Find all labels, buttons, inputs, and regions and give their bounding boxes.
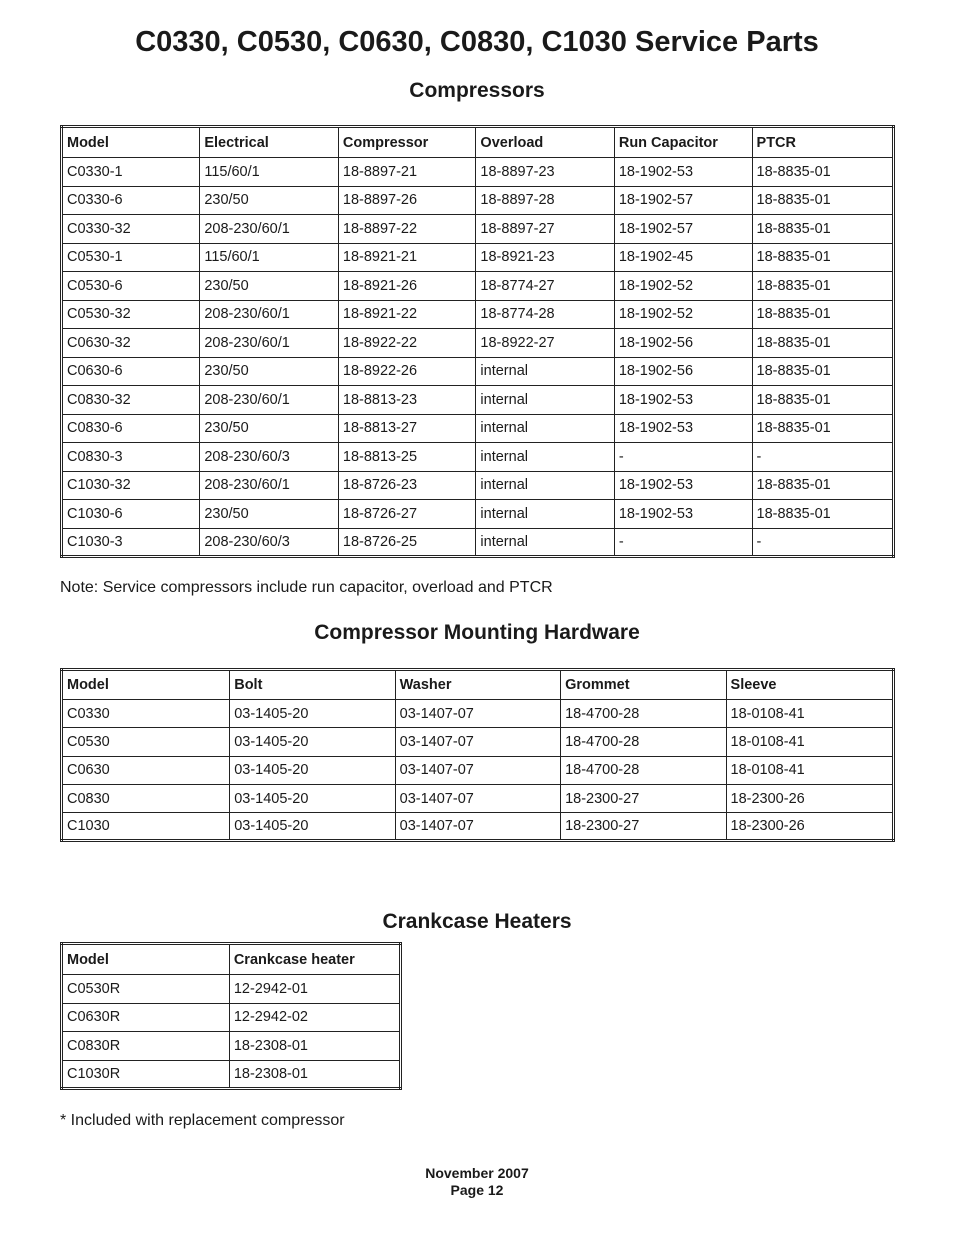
table-row xyxy=(62,243,894,272)
table-row xyxy=(62,414,894,443)
table-cell: C0630-32 xyxy=(62,329,200,358)
table-cell: 18-8835-01 xyxy=(752,386,893,415)
table-cell: 230/50 xyxy=(200,500,339,529)
table-cell: 208-230/60/1 xyxy=(200,215,339,244)
column-header: Sleeve xyxy=(726,670,893,700)
table-cell: 18-8897-26 xyxy=(338,186,476,215)
table-cell: C1030-32 xyxy=(62,471,200,500)
table-cell: 230/50 xyxy=(200,186,339,215)
table-cell: 18-8774-28 xyxy=(476,300,614,329)
table-row xyxy=(62,500,894,529)
table-cell: 03-1407-07 xyxy=(395,784,560,812)
page-title: C0330, C0530, C0630, C0830, C1030 Service Parts xyxy=(135,26,819,58)
table-cell: 18-2308-01 xyxy=(229,1060,400,1089)
table-cell: 18-8774-27 xyxy=(476,272,614,301)
table-cell: internal xyxy=(476,357,614,386)
table-cell: 18-1902-53 xyxy=(614,500,752,529)
table-cell: 18-8921-23 xyxy=(476,243,614,272)
table-cell: 18-8921-21 xyxy=(338,243,476,272)
table-cell: 208-230/60/3 xyxy=(200,528,339,557)
table-cell: 03-1405-20 xyxy=(230,700,395,728)
table-row xyxy=(62,471,894,500)
table-cell: 115/60/1 xyxy=(200,243,339,272)
table-row xyxy=(62,1060,401,1089)
table-cell: C1030R xyxy=(62,1060,230,1089)
table-cell: 03-1405-20 xyxy=(230,728,395,756)
table-row xyxy=(62,300,894,329)
column-header: Compressor xyxy=(338,127,476,158)
table-row xyxy=(62,386,894,415)
table-cell: 18-8835-01 xyxy=(752,329,893,358)
table-row xyxy=(62,975,401,1004)
table-cell: 18-2300-26 xyxy=(726,784,893,812)
table-cell: 18-1902-53 xyxy=(614,414,752,443)
column-header: Grommet xyxy=(561,670,726,700)
table-row xyxy=(62,700,894,728)
table-cell: C0330-6 xyxy=(62,186,200,215)
table-cell: 18-0108-41 xyxy=(726,756,893,784)
column-header: PTCR xyxy=(752,127,893,158)
table-cell: 18-1902-45 xyxy=(614,243,752,272)
table-cell: 18-8813-27 xyxy=(338,414,476,443)
table-cell: internal xyxy=(476,386,614,415)
table-cell: C1030-3 xyxy=(62,528,200,557)
table-cell: C0530-6 xyxy=(62,272,200,301)
table-cell: 03-1407-07 xyxy=(395,813,560,841)
table-row xyxy=(62,357,894,386)
table-cell: 12-2942-01 xyxy=(229,975,400,1004)
table-cell: 18-8897-21 xyxy=(338,158,476,187)
column-header: Model xyxy=(62,127,200,158)
table-cell: 115/60/1 xyxy=(200,158,339,187)
table-cell: internal xyxy=(476,471,614,500)
column-header: Model xyxy=(62,670,230,700)
table-cell: 18-8835-01 xyxy=(752,186,893,215)
table-cell: 18-1902-53 xyxy=(614,158,752,187)
table-cell: C0530-32 xyxy=(62,300,200,329)
table-cell: 18-8897-22 xyxy=(338,215,476,244)
table-cell: 18-8813-23 xyxy=(338,386,476,415)
table-cell: 208-230/60/1 xyxy=(200,329,339,358)
heaters-table xyxy=(60,942,402,1090)
table-cell: - xyxy=(752,528,893,557)
table-cell: 18-2300-26 xyxy=(726,813,893,841)
table-cell: 18-1902-56 xyxy=(614,329,752,358)
table-cell: C1030-6 xyxy=(62,500,200,529)
table-cell: 230/50 xyxy=(200,414,339,443)
table-cell: 18-8922-22 xyxy=(338,329,476,358)
table-cell: internal xyxy=(476,500,614,529)
table-header-row xyxy=(62,944,401,975)
table-cell: 18-8835-01 xyxy=(752,272,893,301)
table-row xyxy=(62,272,894,301)
compressors-table xyxy=(60,125,895,558)
table-cell: 18-1902-53 xyxy=(614,386,752,415)
table-cell: 18-1902-52 xyxy=(614,272,752,301)
table-cell: 208-230/60/1 xyxy=(200,471,339,500)
table-cell: 18-8921-26 xyxy=(338,272,476,301)
column-header: Bolt xyxy=(230,670,395,700)
table-row xyxy=(62,215,894,244)
table-cell: C0330 xyxy=(62,700,230,728)
table-cell: 18-2300-27 xyxy=(561,784,726,812)
column-header: Run Capacitor xyxy=(614,127,752,158)
table-cell: 18-2300-27 xyxy=(561,813,726,841)
table-row xyxy=(62,756,894,784)
column-header: Crankcase heater xyxy=(229,944,400,975)
compressors-note: Note: Service compressors include run capacitor, overload and PTCR xyxy=(60,579,553,596)
table-header-row xyxy=(62,127,894,158)
table-cell: 18-8921-22 xyxy=(338,300,476,329)
table-row xyxy=(62,329,894,358)
table-cell: internal xyxy=(476,528,614,557)
table-row xyxy=(62,1003,401,1032)
table-cell: 18-8835-01 xyxy=(752,243,893,272)
table-row xyxy=(62,813,894,841)
table-row xyxy=(62,443,894,472)
table-cell: 18-8922-26 xyxy=(338,357,476,386)
table-cell: 18-8897-28 xyxy=(476,186,614,215)
table-cell: 18-8835-01 xyxy=(752,215,893,244)
heaters-note: * Included with replacement compressor xyxy=(60,1112,345,1129)
table-cell: 03-1407-07 xyxy=(395,756,560,784)
table-cell: 03-1407-07 xyxy=(395,700,560,728)
table-cell: 18-8835-01 xyxy=(752,414,893,443)
table-row xyxy=(62,728,894,756)
table-cell: 18-8897-27 xyxy=(476,215,614,244)
table-cell: 208-230/60/3 xyxy=(200,443,339,472)
column-header: Electrical xyxy=(200,127,339,158)
table-cell: 18-8726-25 xyxy=(338,528,476,557)
table-cell: 03-1405-20 xyxy=(230,784,395,812)
table-cell: C1030 xyxy=(62,813,230,841)
table-cell: 18-8835-01 xyxy=(752,471,893,500)
table-cell: C0830 xyxy=(62,784,230,812)
table-cell: 208-230/60/1 xyxy=(200,300,339,329)
table-cell: 18-4700-28 xyxy=(561,700,726,728)
table-cell: C0830-32 xyxy=(62,386,200,415)
table-cell: 18-1902-56 xyxy=(614,357,752,386)
table-row xyxy=(62,186,894,215)
table-cell: 18-1902-57 xyxy=(614,215,752,244)
table-cell: C0530-1 xyxy=(62,243,200,272)
table-cell: 18-8726-23 xyxy=(338,471,476,500)
table-cell: - xyxy=(614,528,752,557)
table-cell: C0530R xyxy=(62,975,230,1004)
table-cell: 03-1405-20 xyxy=(230,813,395,841)
table-row xyxy=(62,1032,401,1061)
table-cell: C0830-3 xyxy=(62,443,200,472)
table-row xyxy=(62,784,894,812)
table-cell: internal xyxy=(476,443,614,472)
table-cell: 18-1902-52 xyxy=(614,300,752,329)
table-cell: - xyxy=(752,443,893,472)
table-cell: C0330-32 xyxy=(62,215,200,244)
footer-page-number: Page 12 xyxy=(450,1182,504,1198)
table-cell: C0530 xyxy=(62,728,230,756)
table-cell: 18-4700-28 xyxy=(561,756,726,784)
mounting-heading: Compressor Mounting Hardware xyxy=(314,621,640,644)
table-cell: 18-8835-01 xyxy=(752,357,893,386)
table-cell: 18-0108-41 xyxy=(726,728,893,756)
table-cell: C0630R xyxy=(62,1003,230,1032)
table-cell: 208-230/60/1 xyxy=(200,386,339,415)
table-cell: C0330-1 xyxy=(62,158,200,187)
table-cell: 18-0108-41 xyxy=(726,700,893,728)
column-header: Washer xyxy=(395,670,560,700)
table-cell: 230/50 xyxy=(200,272,339,301)
table-header-row xyxy=(62,670,894,700)
table-cell: 18-1902-57 xyxy=(614,186,752,215)
table-row xyxy=(62,528,894,557)
table-cell: - xyxy=(614,443,752,472)
table-cell: 12-2942-02 xyxy=(229,1003,400,1032)
heaters-heading: Crankcase Heaters xyxy=(382,910,572,933)
table-cell: 03-1405-20 xyxy=(230,756,395,784)
footer-date: November 2007 xyxy=(425,1165,529,1181)
table-cell: 18-8813-25 xyxy=(338,443,476,472)
table-cell: 03-1407-07 xyxy=(395,728,560,756)
table-cell: 18-2308-01 xyxy=(229,1032,400,1061)
table-cell: 18-8835-01 xyxy=(752,500,893,529)
table-row xyxy=(62,158,894,187)
table-cell: 18-8726-27 xyxy=(338,500,476,529)
table-cell: C0830-6 xyxy=(62,414,200,443)
table-cell: C0830R xyxy=(62,1032,230,1061)
table-cell: 18-1902-53 xyxy=(614,471,752,500)
table-cell: C0630-6 xyxy=(62,357,200,386)
mounting-table xyxy=(60,668,895,842)
table-cell: 230/50 xyxy=(200,357,339,386)
table-cell: 18-8835-01 xyxy=(752,158,893,187)
table-cell: 18-8835-01 xyxy=(752,300,893,329)
column-header: Overload xyxy=(476,127,614,158)
table-cell: 18-8897-23 xyxy=(476,158,614,187)
table-cell: C0630 xyxy=(62,756,230,784)
table-cell: 18-8922-27 xyxy=(476,329,614,358)
column-header: Model xyxy=(62,944,230,975)
compressors-heading: Compressors xyxy=(409,79,545,102)
table-cell: 18-4700-28 xyxy=(561,728,726,756)
table-cell: internal xyxy=(476,414,614,443)
